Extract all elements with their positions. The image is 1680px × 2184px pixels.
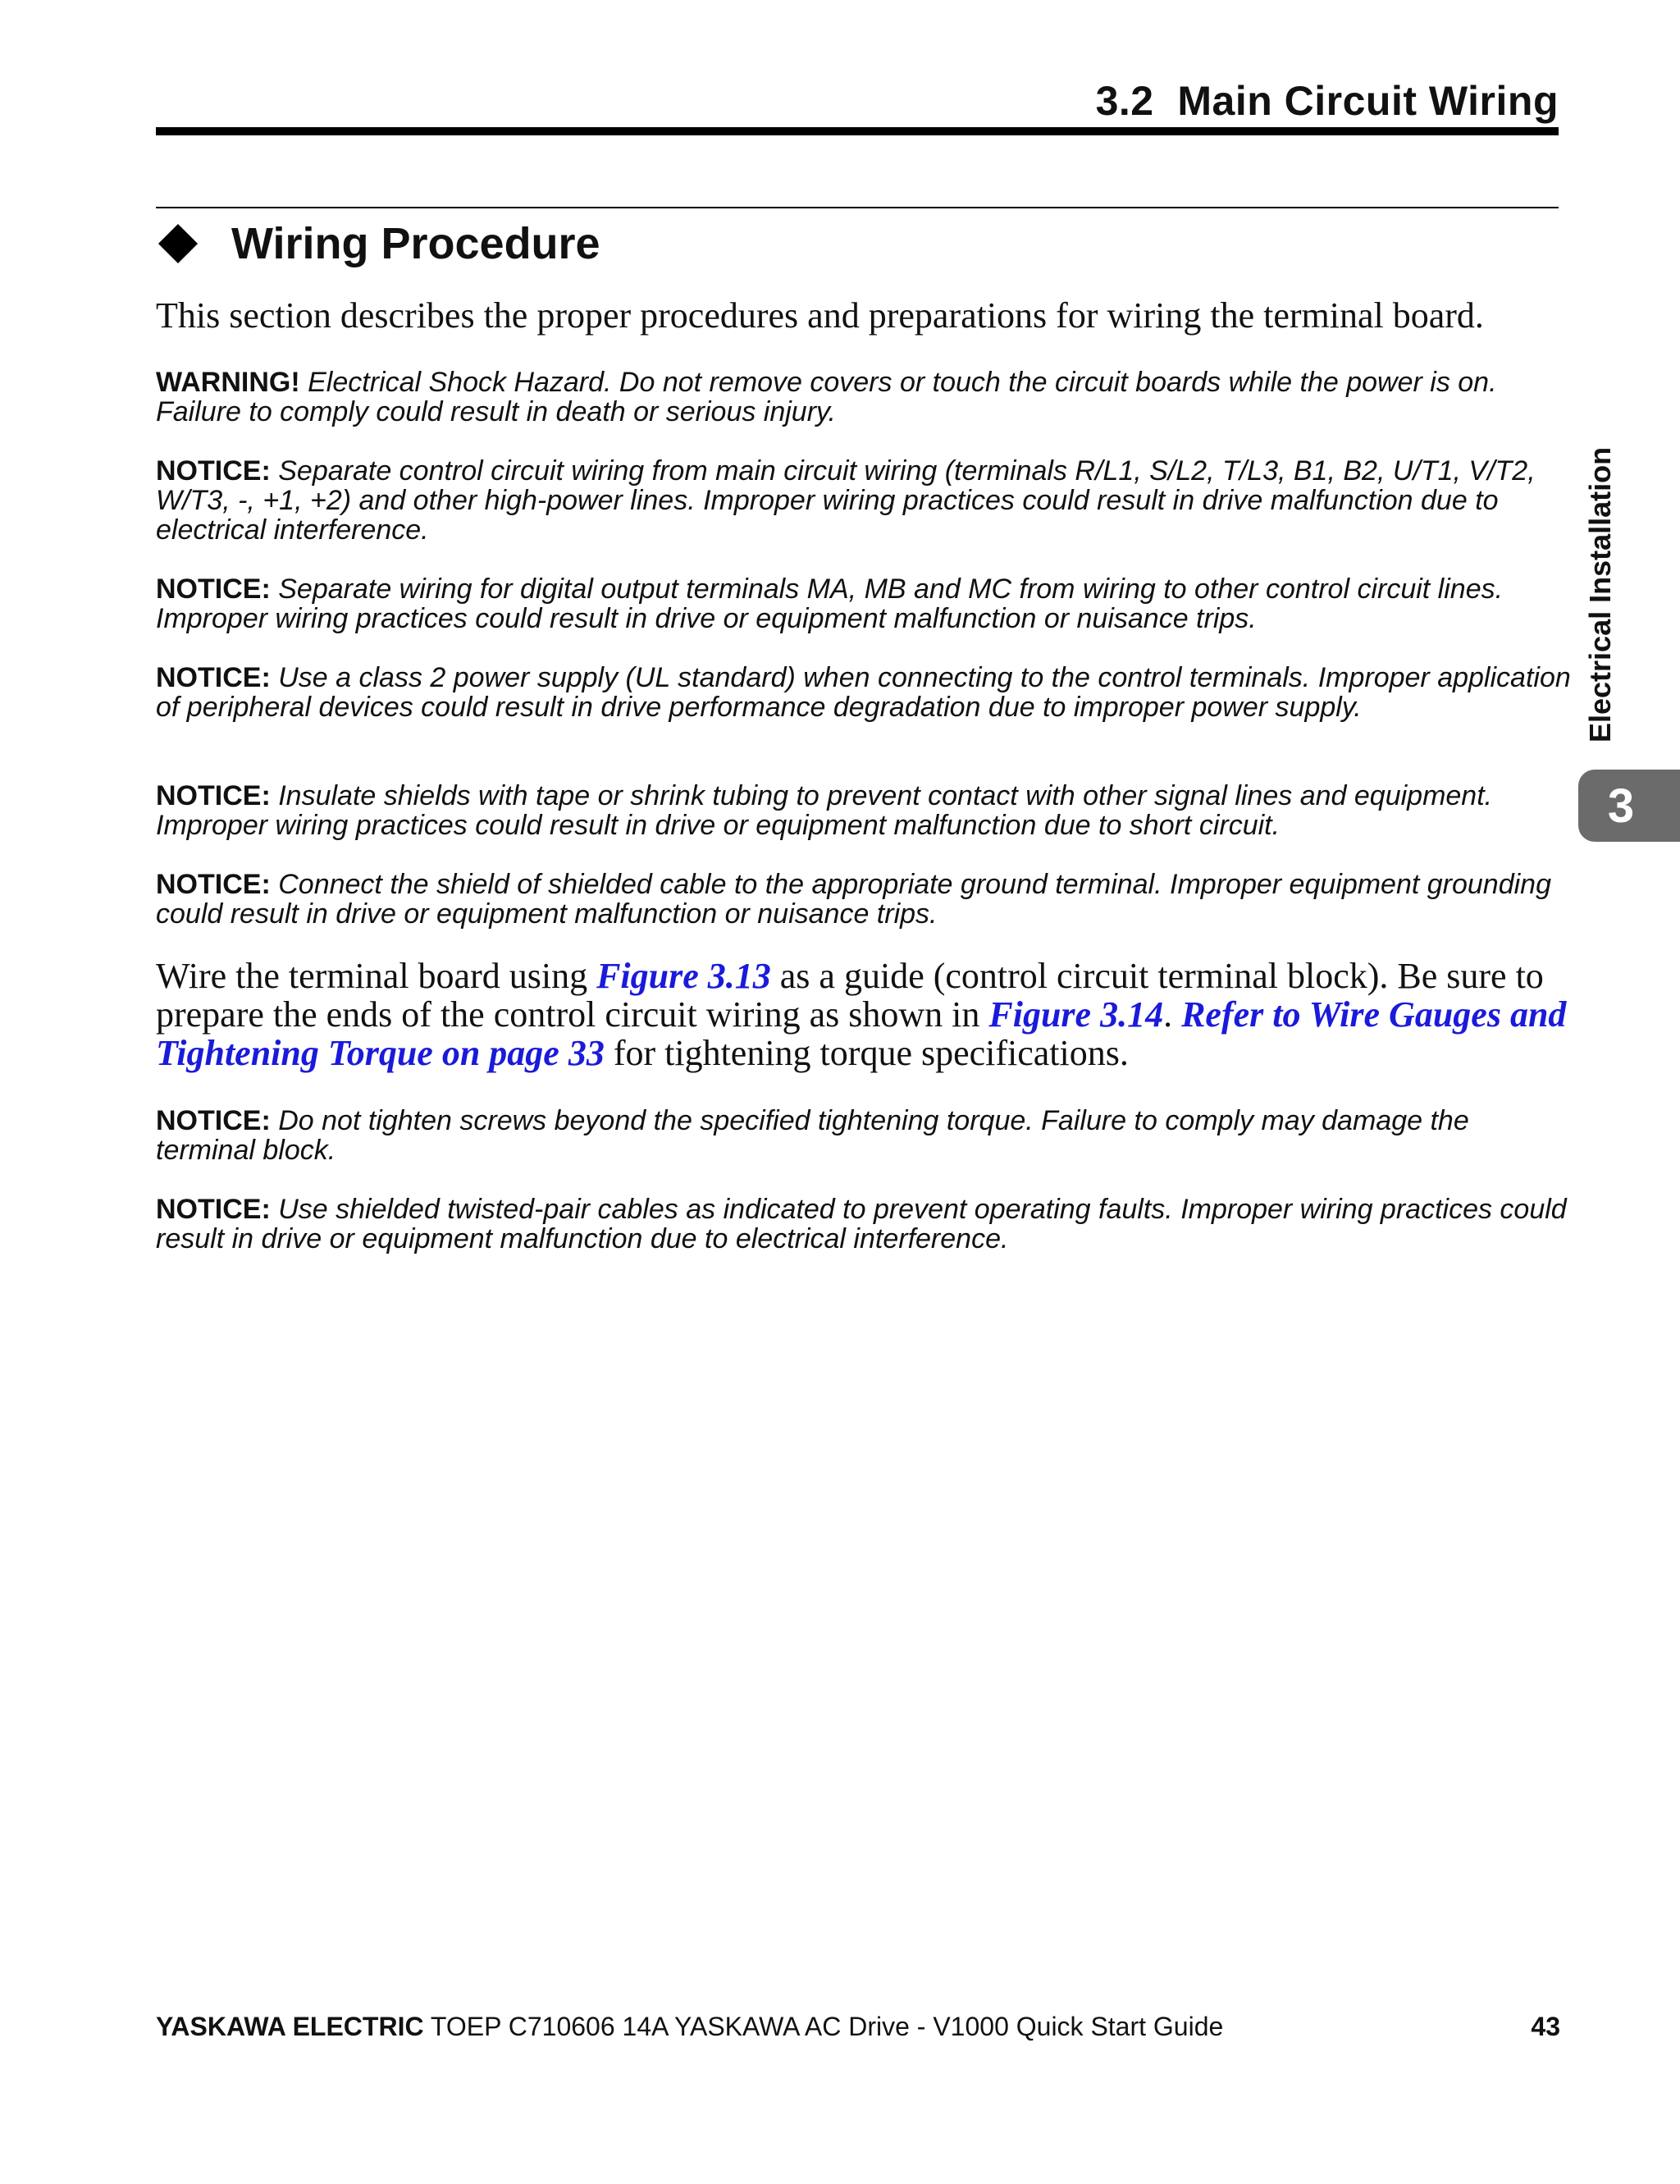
- section-heading: [156, 215, 600, 272]
- notice-item: [156, 781, 1571, 840]
- page-number: 43: [1531, 2012, 1560, 2041]
- notice-label: WARNING!: [156, 367, 300, 398]
- notice-label: NOTICE:: [156, 780, 271, 811]
- notice-label: NOTICE:: [156, 662, 271, 693]
- warning-notice: [156, 368, 1571, 427]
- footer-brand: YASKAWA ELECTRIC: [156, 2012, 424, 2041]
- side-chapter-label: Electrical Installation: [1583, 446, 1617, 742]
- section-rule: [156, 207, 1559, 208]
- diamond-bullet-icon: [158, 224, 198, 263]
- notice-label: NOTICE:: [156, 1194, 271, 1225]
- wiring-text: for tightening torque specifications.: [604, 1033, 1129, 1073]
- section-title: Wiring Procedure: [231, 219, 600, 268]
- notice-label: NOTICE:: [156, 573, 271, 605]
- side-chapter-tab: [1578, 770, 1680, 842]
- figure-3-13-link[interactable]: Figure 3.13: [596, 956, 771, 996]
- page-footer: [156, 2012, 1560, 2042]
- wire-gauges-link[interactable]: Refer to Wire Gauges and Tightening Torque on page 33: [156, 994, 1567, 1073]
- notice-item: [156, 663, 1571, 722]
- section-intro: This section describes the proper procedures and preparations for wiring the terminal board.: [156, 295, 1484, 336]
- page-header-title: 3.2 Main Circuit Wiring: [1095, 78, 1559, 124]
- notice-text: Separate control circuit wiring from main circuit wiring (terminals R/L1, S/L2, T/L3, B1, B2, U/T1, V/T2, W/T3, -, +1, +2) and other high-power lines. Improper wiring practices could result in drive malfunction due to electrical interference.: [156, 455, 1536, 546]
- wiring-text: .: [1163, 994, 1182, 1035]
- wiring-text: Wire the terminal board using: [156, 956, 597, 996]
- notice-item: [156, 870, 1571, 929]
- wiring-text: as a guide (control circuit terminal block). Be sure to prepare the ends of the control circuit wiring as shown in: [156, 956, 1544, 1035]
- notice-text: Insulate shields with tape or shrink tubing to prevent contact with other signal lines and equipment. Improper wiring practices could result in drive or equipment malfunction due to short circuit.: [156, 780, 1493, 841]
- figure-3-14-link[interactable]: Figure 3.14: [988, 994, 1164, 1035]
- notice-text: Use shielded twisted-pair cables as indicated to prevent operating faults. Improper wiring practices could result in drive or equipment malfunction due to electrical interference.: [156, 1194, 1567, 1254]
- notice-item: [156, 574, 1571, 633]
- notice-item: [156, 456, 1571, 545]
- footer-doc-info: [156, 2012, 1223, 2042]
- notice-text: Connect the shield of shielded cable to the appropriate ground terminal. Improper equipment grounding could result in drive or equipment malfunction or nuisance trips.: [156, 869, 1551, 930]
- notice-item: [156, 1106, 1571, 1165]
- notice-label: NOTICE:: [156, 1105, 271, 1136]
- notice-label: NOTICE:: [156, 869, 271, 900]
- header-rule: [156, 127, 1559, 135]
- wiring-paragraph: [156, 957, 1571, 1072]
- notice-label: NOTICE:: [156, 455, 271, 487]
- notice-text: Do not tighten screws beyond the specified tightening torque. Failure to comply may damage the terminal block.: [156, 1105, 1469, 1166]
- footer-doc-title: TOEP C710606 14A YASKAWA AC Drive - V1000 Quick Start Guide: [423, 2012, 1224, 2041]
- notice-item: [156, 1195, 1571, 1254]
- notice-text: Separate wiring for digital output terminals MA, MB and MC from wiring to other control circuit lines. Improper wiring practices could result in drive or equipment malfunction or nuisance trips.: [156, 573, 1504, 634]
- chapter-number: 3: [1607, 779, 1635, 833]
- notice-text: Electrical Shock Hazard. Do not remove covers or touch the circuit boards while the power is on. Failure to comply could result in death or serious injury.: [156, 367, 1497, 427]
- notice-text: Use a class 2 power supply (UL standard) when connecting to the control terminals. Improper application of peripheral devices could result in drive performance degradation due to improper power supply.: [156, 662, 1571, 723]
